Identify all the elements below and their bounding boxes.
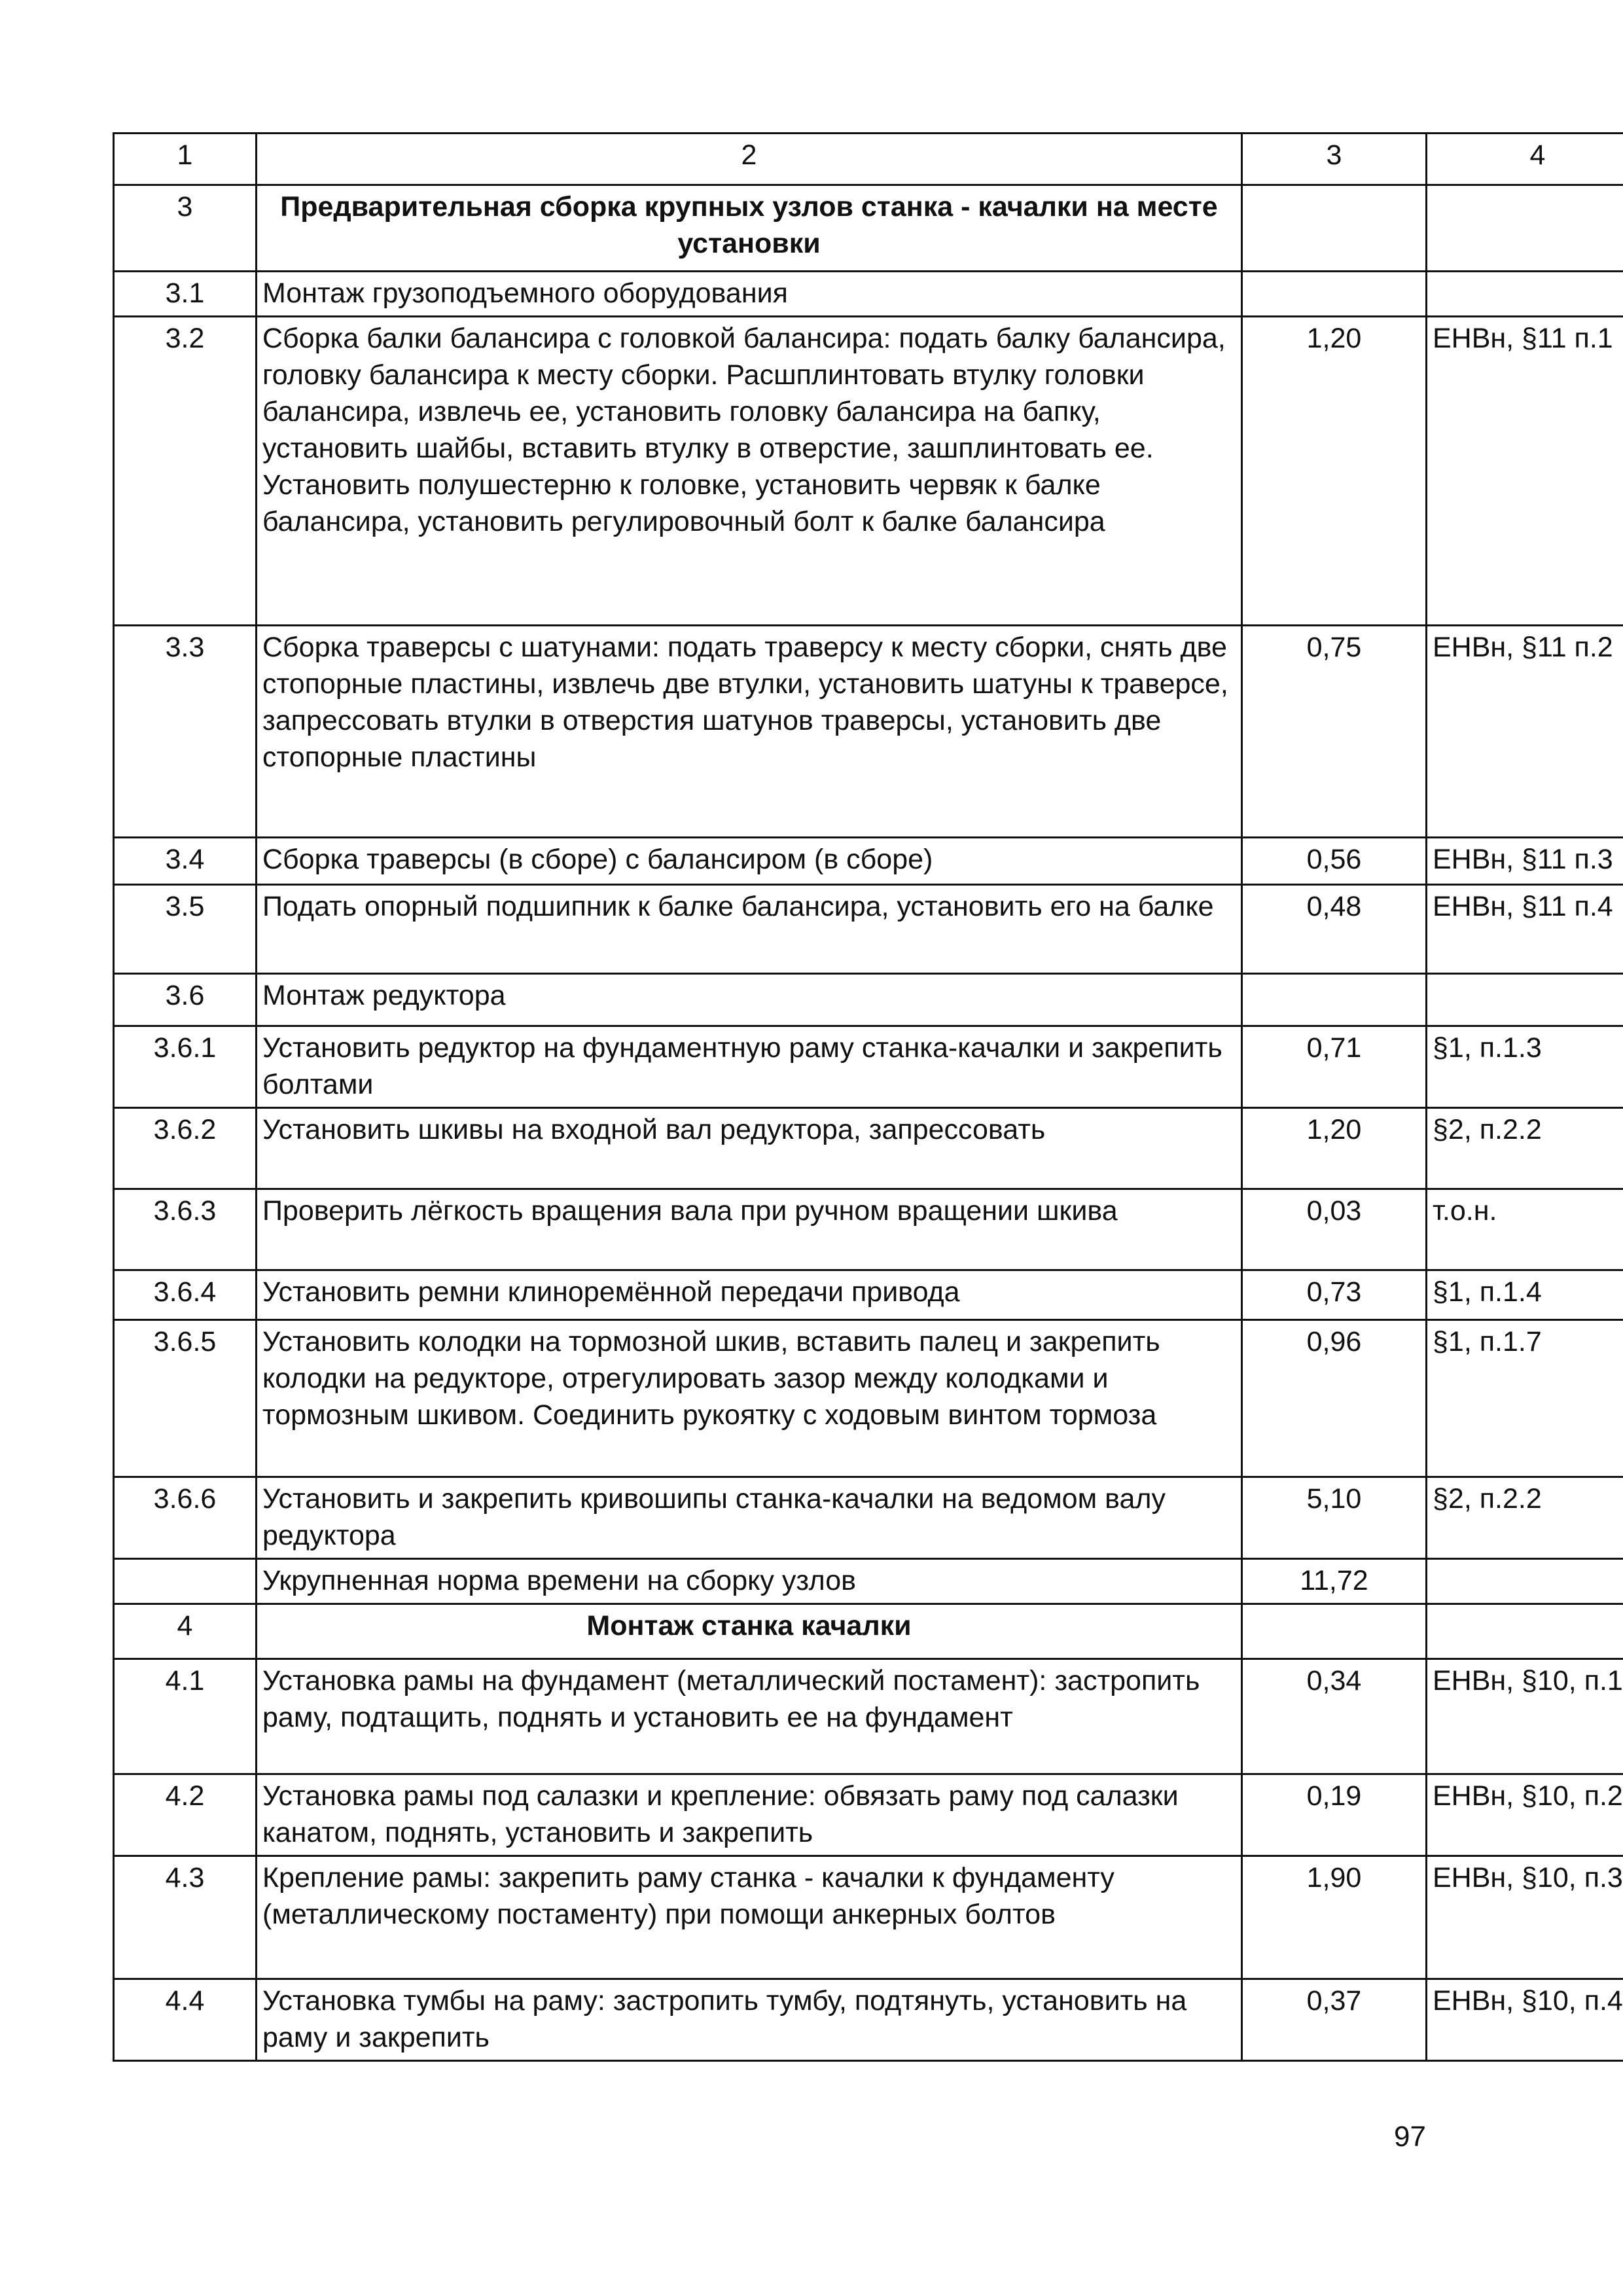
- table-row: [114, 1026, 1623, 1108]
- row-reference-cell: ЕНВн, §11 п.4: [1427, 885, 1623, 974]
- row-norm-value-cell: 0,34: [1242, 1659, 1427, 1774]
- row-number-cell: 3.6.3: [114, 1189, 257, 1270]
- table-row: [114, 317, 1623, 626]
- row-description-cell: Проверить лёгкость вращения вала при ручном вращении шкива: [257, 1189, 1242, 1270]
- header-cell-2: 2: [257, 134, 1242, 185]
- row-norm-value-cell: 0,37: [1242, 1979, 1427, 2061]
- row-reference-cell: §2, п.2.2: [1427, 1108, 1623, 1189]
- row-number-cell: 3.1: [114, 272, 257, 317]
- section-row: [114, 185, 1623, 272]
- section-row: [114, 1604, 1623, 1659]
- row-description-cell: Установить и закрепить кривошипы станка-качалки на ведомом валу редуктора: [257, 1477, 1242, 1559]
- row-reference-cell: ЕНВн, §10, п.4: [1427, 1979, 1623, 2061]
- table-row: [114, 272, 1623, 317]
- row-number-cell: 3.3: [114, 626, 257, 838]
- row-norm-value-cell: 1,20: [1242, 1108, 1427, 1189]
- row-reference-cell: ЕНВн, §10, п.2: [1427, 1774, 1623, 1856]
- row-number-cell: 3.6.5: [114, 1320, 257, 1477]
- table-row: [114, 1320, 1623, 1477]
- row-number-cell: 3.6.4: [114, 1270, 257, 1320]
- row-number-cell: 4: [114, 1604, 257, 1659]
- table-row: [114, 1108, 1623, 1189]
- row-number-cell: 3.2: [114, 317, 257, 626]
- row-number-cell: 3.6: [114, 974, 257, 1026]
- table-row: [114, 974, 1623, 1026]
- row-reference-cell: ЕНВн, §10, п.3: [1427, 1856, 1623, 1979]
- row-reference-cell: §1, п.1.3: [1427, 1026, 1623, 1108]
- row-reference-cell: [1427, 1559, 1623, 1604]
- row-number-cell: 3: [114, 185, 257, 272]
- row-description-cell: Монтаж редуктора: [257, 974, 1242, 1026]
- row-description-cell: Установка рамы под салазки и крепление: обвязать раму под салазки канатом, поднять, установить и закрепить: [257, 1774, 1242, 1856]
- row-reference-cell: §2, п.2.2: [1427, 1477, 1623, 1559]
- row-number-cell: 4.1: [114, 1659, 257, 1774]
- row-reference-cell: ЕНВн, §10, п.1: [1427, 1659, 1623, 1774]
- row-description-cell: Установить шкивы на входной вал редуктора, запрессовать: [257, 1108, 1242, 1189]
- table-row: [114, 1856, 1623, 1979]
- row-reference-cell: [1427, 272, 1623, 317]
- row-number-cell: [114, 1559, 257, 1604]
- row-norm-value-cell: 0,71: [1242, 1026, 1427, 1108]
- table-body: [114, 134, 1623, 2061]
- row-description-cell: Сборка балки балансира с головкой балансира: подать балку балансира, головку балансира к месту сборки. Расшплинтовать втулку головки балансира, извлечь ее, установить головку балансира на бапку, установить шайбы, вставить втулку в отверстие, зашплинтовать ее. Установить полушестерню к головке, установить червяк к балке балансира, установить регулировочный болт к балке балансира: [257, 317, 1242, 626]
- row-reference-cell: т.о.н.: [1427, 1189, 1623, 1270]
- row-reference-cell: [1427, 185, 1623, 272]
- table-row: [114, 626, 1623, 838]
- row-norm-value-cell: 0,75: [1242, 626, 1427, 838]
- row-description-cell: Установить ремни клиноремённой передачи привода: [257, 1270, 1242, 1320]
- row-norm-value-cell: 5,10: [1242, 1477, 1427, 1559]
- row-description-cell: Установить колодки на тормозной шкив, вставить палец и закрепить колодки на редукторе, отрегулировать зазор между колодками и тормозным шкивом. Соединить рукоятку с ходовым винтом тормоза: [257, 1320, 1242, 1477]
- row-norm-value-cell: 0,56: [1242, 838, 1427, 885]
- row-number-cell: 3.6.1: [114, 1026, 257, 1108]
- row-number-cell: 4.2: [114, 1774, 257, 1856]
- row-number-cell: 3.5: [114, 885, 257, 974]
- row-norm-value-cell: 1,20: [1242, 317, 1427, 626]
- row-norm-value-cell: 0,48: [1242, 885, 1427, 974]
- page-number: 97: [1394, 2121, 1426, 2153]
- row-norm-value-cell: 0,73: [1242, 1270, 1427, 1320]
- row-reference-cell: §1, п.1.4: [1427, 1270, 1623, 1320]
- row-number-cell: 3.6.6: [114, 1477, 257, 1559]
- table-row: [114, 885, 1623, 974]
- row-number-cell: 4.4: [114, 1979, 257, 2061]
- row-norm-value-cell: 11,72: [1242, 1559, 1427, 1604]
- row-norm-value-cell: [1242, 185, 1427, 272]
- table-row: [114, 1477, 1623, 1559]
- row-number-cell: 3.4: [114, 838, 257, 885]
- row-description-cell: Укрупненная норма времени на сборку узлов: [257, 1559, 1242, 1604]
- table-header-row: [114, 134, 1623, 185]
- row-norm-value-cell: 0,03: [1242, 1189, 1427, 1270]
- table-row: [114, 1189, 1623, 1270]
- row-number-cell: 3.6.2: [114, 1108, 257, 1189]
- table-row: [114, 1659, 1623, 1774]
- table-row: [114, 1559, 1623, 1604]
- row-norm-value-cell: 0,96: [1242, 1320, 1427, 1477]
- row-description-cell: Крепление рамы: закрепить раму станка - качалки к фундаменту (металлическому постаменту) при помощи анкерных болтов: [257, 1856, 1242, 1979]
- row-description-cell: Предварительная сборка крупных узлов станка - качалки на месте установки: [257, 185, 1242, 272]
- table-row: [114, 1774, 1623, 1856]
- row-reference-cell: ЕНВн, §11 п.3: [1427, 838, 1623, 885]
- row-norm-value-cell: 0,19: [1242, 1774, 1427, 1856]
- row-reference-cell: ЕНВн, §11 п.1: [1427, 317, 1623, 626]
- row-description-cell: Монтаж станка качалки: [257, 1604, 1242, 1659]
- row-norm-value-cell: [1242, 272, 1427, 317]
- row-reference-cell: [1427, 1604, 1623, 1659]
- header-cell-4: 4: [1427, 134, 1623, 185]
- table-row: [114, 1270, 1623, 1320]
- time-norms-table: [113, 132, 1623, 2062]
- row-description-cell: Установка тумбы на раму: застропить тумбу, подтянуть, установить на раму и закрепить: [257, 1979, 1242, 2061]
- row-description-cell: Сборка траверсы (в сборе) с балансиром (в сборе): [257, 838, 1242, 885]
- row-reference-cell: [1427, 974, 1623, 1026]
- row-norm-value-cell: [1242, 974, 1427, 1026]
- table-row: [114, 1979, 1623, 2061]
- row-reference-cell: ЕНВн, §11 п.2: [1427, 626, 1623, 838]
- row-description-cell: Подать опорный подшипник к балке балансира, установить его на балке: [257, 885, 1242, 974]
- row-description-cell: Сборка траверсы с шатунами: подать траверсу к месту сборки, снять две стопорные пластины, извлечь две втулки, установить шатуны к траверсе, запрессовать втулки в отверстия шатунов траверсы, установить две стопорные пластины: [257, 626, 1242, 838]
- row-description-cell: Установка рамы на фундамент (металлический постамент): застропить раму, подтащить, поднять и установить ее на фундамент: [257, 1659, 1242, 1774]
- row-description-cell: Монтаж грузоподъемного оборудования: [257, 272, 1242, 317]
- table-row: [114, 838, 1623, 885]
- row-norm-value-cell: [1242, 1604, 1427, 1659]
- row-norm-value-cell: 1,90: [1242, 1856, 1427, 1979]
- header-cell-3: 3: [1242, 134, 1427, 185]
- header-cell-1: 1: [114, 134, 257, 185]
- row-number-cell: 4.3: [114, 1856, 257, 1979]
- row-description-cell: Установить редуктор на фундаментную раму станка-качалки и закрепить болтами: [257, 1026, 1242, 1108]
- row-reference-cell: §1, п.1.7: [1427, 1320, 1623, 1477]
